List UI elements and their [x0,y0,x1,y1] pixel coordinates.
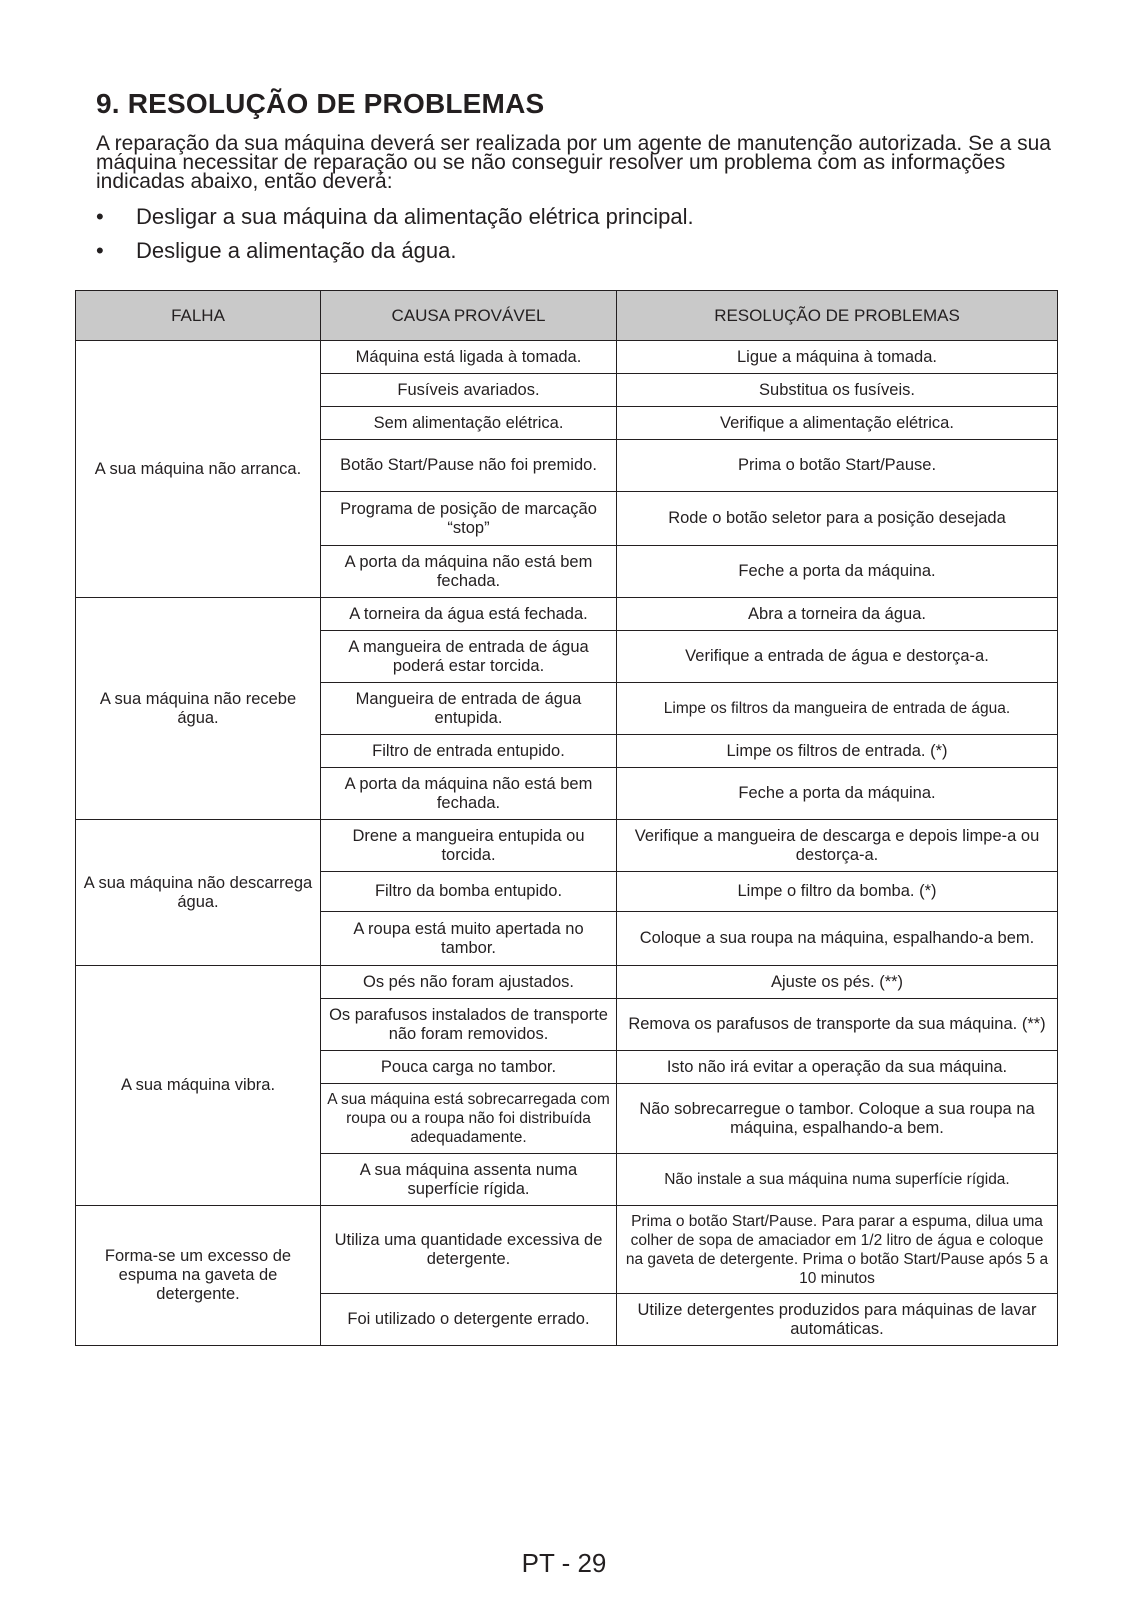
solution-cell: Prima o botão Start/Pause. Para parar a espuma, dilua uma colher de sopa de amaciador em 1/2 litro de água e coloque na gaveta de detergente. Prima o botão Start/Pause após 5 a 10 minutos [617,1206,1058,1294]
cause-cell: A porta da máquina não está bem fechada. [321,768,617,820]
table-row [76,966,1058,999]
solution-cell: Rode o botão seletor para a posição desejada [617,492,1058,546]
cause-cell: A roupa está muito apertada no tambor. [321,912,617,966]
cause-cell: Mangueira de entrada de água entupida. [321,683,617,735]
solution-cell: Limpe o filtro da bomba. (*) [617,872,1058,912]
solution-cell: Isto não irá evitar a operação da sua máquina. [617,1051,1058,1084]
cause-cell: A mangueira de entrada de água poderá estar torcida. [321,631,617,683]
cause-cell: Foi utilizado o detergente errado. [321,1294,617,1346]
solution-cell: Limpe os filtros de entrada. (*) [617,735,1058,768]
cause-cell: Botão Start/Pause não foi premido. [321,440,617,492]
bullet-text: Desligar a sua máquina da alimentação elétrica principal. [136,204,694,229]
solution-cell: Utilize detergentes produzidos para máquinas de lavar automáticas. [617,1294,1058,1346]
cause-cell: A porta da máquina não está bem fechada. [321,546,617,598]
bullet-item [96,204,694,238]
solution-cell: Verifique a mangueira de descarga e depois limpe-a ou destorça-a. [617,820,1058,872]
cause-cell: Máquina está ligada à tomada. [321,341,617,374]
bullet-item [96,238,694,272]
cause-cell: Os parafusos instalados de transporte não foram removidos. [321,999,617,1051]
cause-cell: Fusíveis avariados. [321,374,617,407]
solution-cell: Limpe os filtros da mangueira de entrada de água. [617,683,1058,735]
cause-cell: A sua máquina está sobrecarregada com roupa ou a roupa não foi distribuída adequadamente. [321,1084,617,1154]
cause-cell: Sem alimentação elétrica. [321,407,617,440]
header-cause: CAUSA PROVÁVEL [321,291,617,341]
solution-cell: Verifique a alimentação elétrica. [617,407,1058,440]
cause-cell: Drene a mangueira entupida ou torcida. [321,820,617,872]
cause-cell: A torneira da água está fechada. [321,598,617,631]
fault-cell: A sua máquina vibra. [76,966,321,1206]
solution-cell: Abra a torneira da água. [617,598,1058,631]
cause-cell: Utiliza uma quantidade excessiva de detergente. [321,1206,617,1294]
bullet-list [96,204,694,272]
header-fault: FALHA [76,291,321,341]
page-number: PT - 29 [521,1548,607,1578]
table-row [76,820,1058,872]
header-solution: RESOLUÇÃO DE PROBLEMAS [617,291,1058,341]
solution-cell: Não sobrecarregue o tambor. Coloque a sua roupa na máquina, espalhando-a bem. [617,1084,1058,1154]
table-row [76,598,1058,631]
solution-cell: Coloque a sua roupa na máquina, espalhando-a bem. [617,912,1058,966]
solution-cell: Ajuste os pés. (**) [617,966,1058,999]
solution-cell: Ligue a máquina à tomada. [617,341,1058,374]
solution-cell: Não instale a sua máquina numa superfície rígida. [617,1154,1058,1206]
table-row [76,341,1058,374]
bullet-icon: • [96,238,104,263]
cause-cell: Filtro de entrada entupido. [321,735,617,768]
solution-cell: Substitua os fusíveis. [617,374,1058,407]
solution-cell: Feche a porta da máquina. [617,768,1058,820]
cause-cell: Filtro da bomba entupido. [321,872,617,912]
page-title: 9. RESOLUÇÃO DE PROBLEMAS [96,88,545,119]
bullet-text: Desligue a alimentação da água. [136,238,457,263]
cause-cell: Os pés não foram ajustados. [321,966,617,999]
solution-cell: Prima o botão Start/Pause. [617,440,1058,492]
table-header-row [76,291,1058,341]
fault-cell: A sua máquina não arranca. [76,341,321,598]
solution-cell: Feche a porta da máquina. [617,546,1058,598]
cause-cell: Pouca carga no tambor. [321,1051,617,1084]
intro-paragraph: A reparação da sua máquina deverá ser realizada por um agente de manutenção autorizada. Se a sua máquina necessitar de reparação ou se não conseguir resolver um problema com as informações indicadas abaixo, então deverá: [96,132,1051,193]
bullet-icon: • [96,204,104,229]
cause-cell: A sua máquina assenta numa superfície rígida. [321,1154,617,1206]
table-row [76,1206,1058,1294]
fault-cell: Forma-se um excesso de espuma na gaveta de detergente. [76,1206,321,1346]
troubleshooting-table [75,290,1058,1346]
fault-cell: A sua máquina não descarrega água. [76,820,321,966]
solution-cell: Remova os parafusos de transporte da sua máquina. (**) [617,999,1058,1051]
fault-cell: A sua máquina não recebe água. [76,598,321,820]
solution-cell: Verifique a entrada de água e destorça-a. [617,631,1058,683]
cause-cell: Programa de posição de marcação “stop” [321,492,617,546]
